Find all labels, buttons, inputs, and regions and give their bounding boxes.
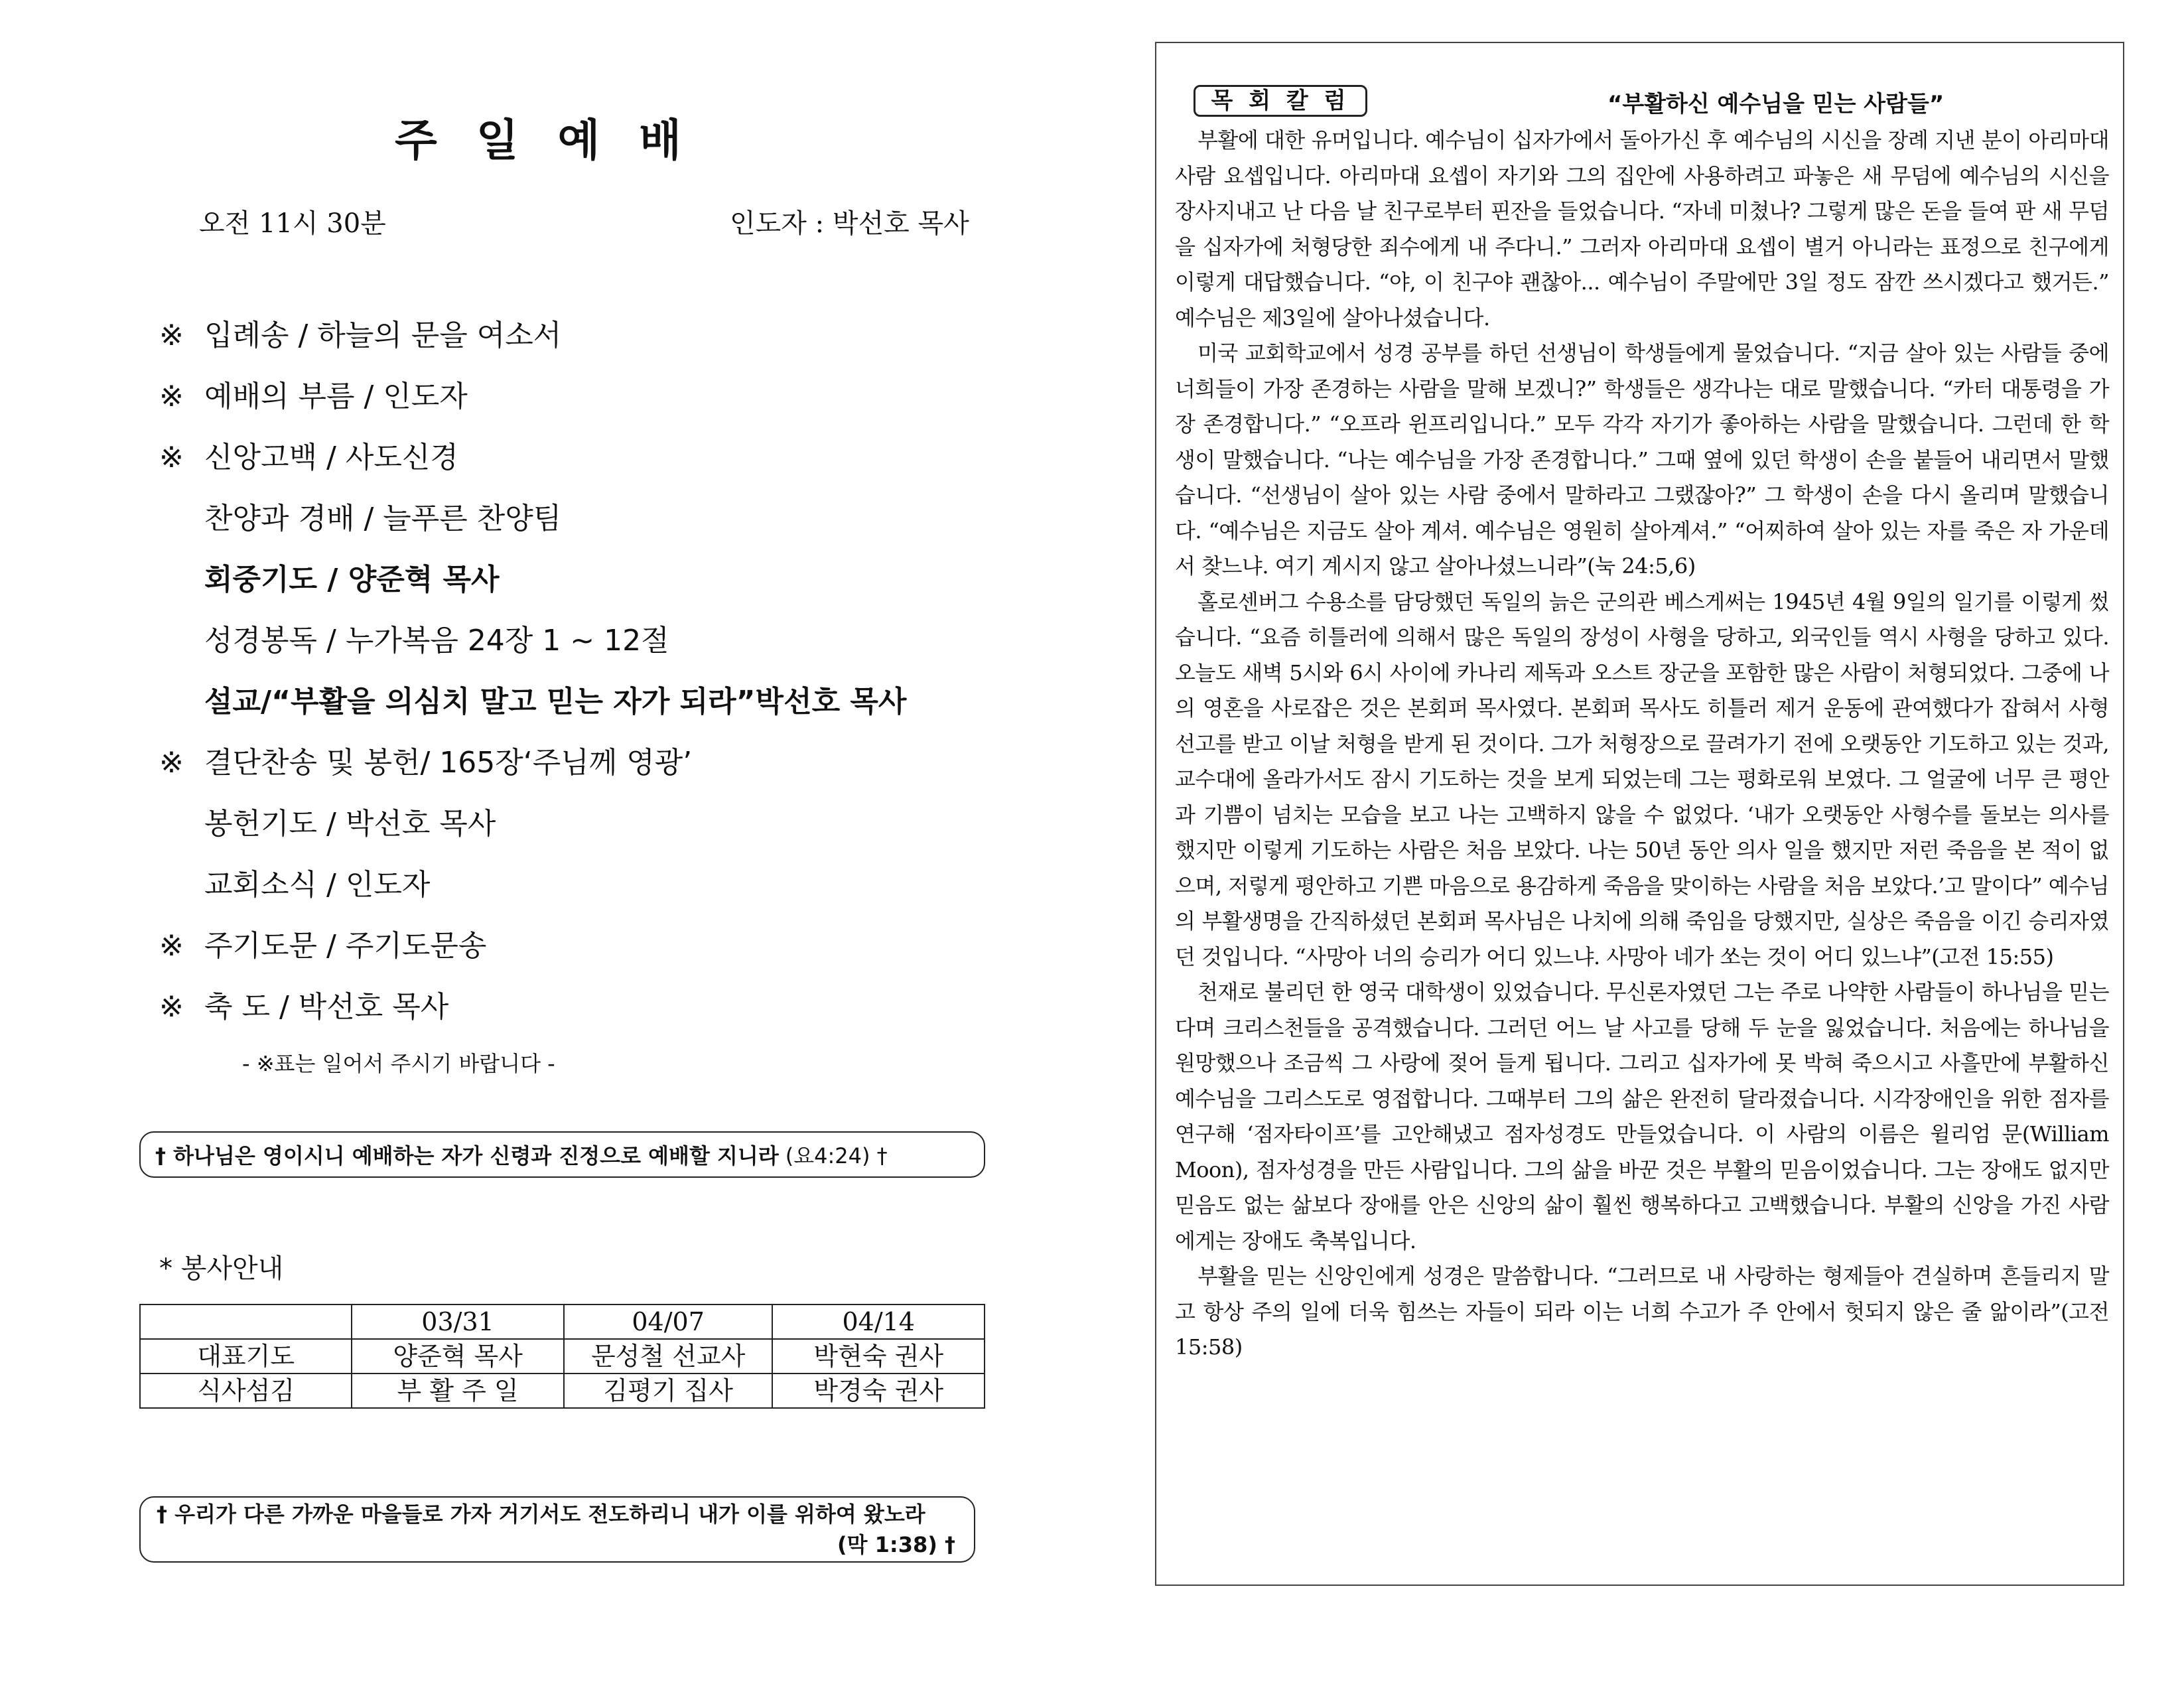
table-cell: 양준혁 목사 bbox=[352, 1339, 564, 1374]
column-body bbox=[1175, 123, 2109, 1366]
stand-mark bbox=[159, 671, 204, 733]
order-item-text: 성경봉독 / 누가복음 24장 1 ~ 12절 bbox=[204, 624, 669, 658]
order-item bbox=[159, 549, 906, 610]
stand-mark: ※ bbox=[159, 746, 184, 780]
column-paragraph: 부활에 대한 유머입니다. 예수님이 십자가에서 돌아가신 후 예수님의 시신을 장례 지낸 분이 아리마대 사람 요셉입니다. 아리마대 요셉이 자기와 그의 집안에 사용하려고 파놓은 새 무덤에 예수님의 시신을 장사지내고 난 다음 날 친구로부터 핀잔을 들었습니다. “자네 미쳤나? 그렇게 많은 돈을 들여 판 새 무덤을 십자가에 처형당한 죄수에게 내 주다니.” 그러자 아리마대 요셉이 별거 아니라는 표정으로 친구에게 이렇게 대답했습니다. “야, 이 친구야 괜찮아... 예수님이 주말에만 3일 정도 잠깐 쓰시겠다고 했거든.” 예수님은 제3일에 살아나셨습니다. bbox=[1175, 127, 2109, 330]
service-time: 오전 11시 30분 bbox=[199, 208, 386, 239]
stand-mark bbox=[159, 855, 204, 916]
verse-reference: (막 1:38) † bbox=[837, 1532, 955, 1557]
stand-mark bbox=[159, 794, 204, 855]
service-leader: 인도자 : 박선호 목사 bbox=[730, 208, 969, 239]
role-cell: 식사섬김 bbox=[140, 1374, 352, 1408]
order-item bbox=[159, 610, 906, 671]
stand-note: - ※표는 일어서 주시기 바랍니다 - bbox=[242, 1051, 555, 1076]
page-title: 주 일 예 배 bbox=[395, 114, 693, 166]
stand-mark: ※ bbox=[159, 380, 184, 413]
role-cell: 대표기도 bbox=[140, 1339, 352, 1374]
service-info-heading: * 봉사안내 bbox=[159, 1253, 284, 1284]
order-item-text: 예배의 부름 / 인도자 bbox=[204, 380, 468, 413]
service-table bbox=[139, 1304, 985, 1409]
stand-mark bbox=[159, 610, 204, 671]
table-row bbox=[140, 1339, 985, 1374]
worship-order-list bbox=[159, 305, 906, 1038]
order-item-text: 설교/“부활을 의심치 말고 믿는 자가 되라”박선호 목사 bbox=[204, 685, 907, 719]
verse-text: † 우리가 다른 가까운 마을들로 가자 거기서도 전도하리니 내가 이를 위하여 왔노라 bbox=[157, 1502, 925, 1527]
table-cell: 박경숙 권사 bbox=[772, 1374, 985, 1408]
order-item bbox=[159, 366, 906, 427]
order-item-text: 입례송 / 하늘의 문을 여소서 bbox=[204, 318, 562, 352]
order-item-text: 봉헌기도 / 박선호 목사 bbox=[204, 807, 496, 841]
order-item-text: 결단찬송 및 봉헌/ 165장‘주님께 영광’ bbox=[204, 746, 693, 780]
column-title: “부활하신 예수님을 믿는 사람들” bbox=[1607, 91, 1945, 117]
column-label: 목 회 칼 럼 bbox=[1194, 85, 1367, 117]
table-header-row bbox=[140, 1304, 985, 1339]
order-item-text: 축 도 / 박선호 목사 bbox=[204, 990, 449, 1024]
column-paragraph: 부활을 믿는 신앙인에게 성경은 말씀합니다. “그러므로 내 사랑하는 형제들아 견실하며 흔들리지 말고 항상 주의 일에 더욱 힘쓰는 자들이 되라 이는 너희 수고가 주 안에서 헛되지 않은 줄 앎이라”(고전15:58) bbox=[1175, 1263, 2109, 1360]
order-item bbox=[159, 488, 906, 549]
table-cell: 문성철 선교사 bbox=[564, 1339, 773, 1374]
verse-reference: (요4:24) † bbox=[785, 1143, 888, 1168]
pastor-column bbox=[1155, 42, 2124, 1586]
order-item bbox=[159, 794, 906, 855]
verse-text: † 하나님은 영이시니 예배하는 자가 신령과 진정으로 예배할 지니라 bbox=[155, 1143, 779, 1168]
date-header: 03/31 bbox=[352, 1304, 564, 1339]
verse-box-bottom bbox=[139, 1496, 975, 1563]
order-item bbox=[159, 427, 906, 488]
stand-mark bbox=[159, 488, 204, 549]
order-item-text: 교회소식 / 인도자 bbox=[204, 868, 431, 902]
stand-mark bbox=[159, 549, 204, 610]
order-item bbox=[159, 977, 906, 1038]
order-item-text: 주기도문 / 주기도문송 bbox=[204, 929, 487, 963]
date-header: 04/07 bbox=[564, 1304, 773, 1339]
column-paragraph: 미국 교회학교에서 성경 공부를 하던 선생님이 학생들에게 물었습니다. “지금 살아 있는 사람들 중에 너희들이 가장 존경하는 사람을 말해 보겠니?” 학생들은 생각나는 대로 말했습니다. “카터 대통령을 가장 존경합니다.” “오프라 윈프리입니다.” 모두 각각 자기가 좋아하는 사람을 말했습니다. 그런데 한 학생이 말했습니다. “나는 예수님을 가장 존경합니다.” 그때 옆에 있던 학생이 손을 붙들어 내리면서 말했습니다. “선생님이 살아 있는 사람 중에서 말하라고 그랬잖아?” 그 학생이 손을 다시 올리며 말했습니다. “예수님은 지금도 살아 계셔. 예수님은 영원히 살아계셔.” “어찌하여 살아 있는 자를 죽은 자 가운데서 찾느냐. 여기 계시지 않고 살아나셨느니라”(눅 24:5,6) bbox=[1175, 340, 2109, 579]
table-cell: 박현숙 권사 bbox=[772, 1339, 985, 1374]
order-item bbox=[159, 671, 906, 733]
order-item bbox=[159, 916, 906, 977]
worship-order-page bbox=[0, 0, 1061, 1692]
date-header: 04/14 bbox=[772, 1304, 985, 1339]
table-cell: 부 활 주 일 bbox=[352, 1374, 564, 1408]
table-corner-cell bbox=[140, 1304, 352, 1339]
stand-mark: ※ bbox=[159, 990, 184, 1024]
stand-mark: ※ bbox=[159, 318, 184, 352]
order-item-text: 회중기도 / 양준혁 목사 bbox=[204, 563, 500, 597]
stand-mark: ※ bbox=[159, 929, 184, 963]
order-item-text: 찬양과 경배 / 늘푸른 찬양팀 bbox=[204, 502, 562, 535]
stand-mark: ※ bbox=[159, 441, 184, 474]
order-item bbox=[159, 733, 906, 794]
order-item bbox=[159, 855, 906, 916]
order-item-text: 신앙고백 / 사도신경 bbox=[204, 441, 458, 474]
verse-box-top bbox=[139, 1131, 985, 1178]
table-cell: 김평기 집사 bbox=[564, 1374, 773, 1408]
column-paragraph: 홀로센버그 수용소를 담당했던 독일의 늙은 군의관 베스게써는 1945년 4월 9일의 일기를 이렇게 썼습니다. “요즘 히틀러에 의해서 많은 독일의 장성이 사형을 당하고, 외국인들 역시 사형을 당하고 있다. 오늘도 새벽 5시와 6시 사이에 카나리 제독과 오스트 장군을 포함한 많은 사람이 처형되었다. 그중에 나의 영혼을 사로잡은 것은 본회퍼 목사였다. 본회퍼 목사도 히틀러 제거 운동에 관여했다가 잡혀서 사형선고를 받고 이날 처형을 받게 된 것이다. 그가 처형장으로 끌려가기 전에 오랫동안 기도하고 있는 것과, 교수대에 올라가서도 잠시 기도하는 것을 보게 되었는데 그는 평화로워 보였다. 그 얼굴에 너무 큰 평안과 기쁨이 넘치는 모습을 보고 나는 고백하지 않을 수 없었다. ‘내가 오랫동안 사형수를 돌보는 의사를 했지만 이렇게 기도하는 사람은 처음 보았다. 나는 50년 동안 의사 일을 했지만 저런 죽음을 본 적이 없으며, 저렇게 평안하고 기쁜 마음으로 용감하게 죽음을 맞이하는 사람을 처음 보았다.’고 말이다” 예수님의 부활생명을 간직하셨던 본회퍼 목사님은 나치에 의해 죽임을 당했지만, 실상은 죽음을 이긴 승리자였던 것입니다. “사망아 너의 승리가 어디 있느냐. 사망아 네가 쏘는 것이 어디 있느냐”(고전 15:55) bbox=[1175, 589, 2109, 969]
order-item bbox=[159, 305, 906, 366]
table-row bbox=[140, 1374, 985, 1408]
column-paragraph: 천재로 불리던 한 영국 대학생이 있었습니다. 무신론자였던 그는 주로 나약한 사람들이 하나님을 믿는다며 크리스천들을 공격했습니다. 그러던 어느 날 사고를 당해 두 눈을 잃었습니다. 처음에는 하나님을 원망했으나 조금씩 그 사랑에 젖어 들게 됩니다. 그리고 십자가에 못 박혀 죽으시고 사흘만에 부활하신 예수님을 그리스도로 영접합니다. 그때부터 그의 삶은 완전히 달라졌습니다. 시각장애인을 위한 점자를 연구해 ‘점자타이프’를 고안해냈고 점자성경도 만들었습니다. 이 사람의 이름은 윌리엄 문(William Moon), 점자성경을 만든 사람입니다. 그의 삶을 바꾼 것은 부활의 믿음이었습니다. 그는 장애도 없지만 믿음도 없는 삶보다 장애를 안은 신앙의 삶이 훨씬 행복하다고 고백했습니다. 부활의 신앙을 가진 사람에게는 장애도 축복입니다. bbox=[1175, 979, 2109, 1253]
